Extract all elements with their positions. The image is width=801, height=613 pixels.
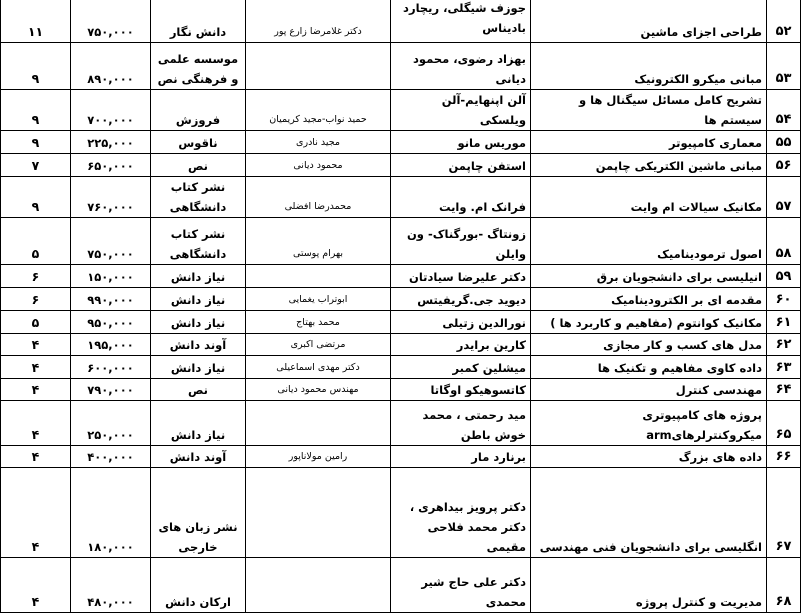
book-publisher: ناقوس <box>151 131 246 154</box>
book-title: مهندسی کنترل <box>531 379 767 401</box>
book-publisher: نیاز دانش <box>151 401 246 446</box>
book-author: میشلین کمبر <box>391 356 531 379</box>
table-row <box>1 379 801 401</box>
row-number: ۵۳ <box>767 43 801 90</box>
row-number: ۵۲ <box>767 0 801 43</box>
book-translator: بهرام پوستی <box>246 218 391 265</box>
book-count: ۹ <box>1 177 71 218</box>
book-price: ۷۵۰,۰۰۰ <box>71 0 151 43</box>
book-count: ۴ <box>1 558 71 613</box>
book-author: دکتر پرویز بیداهری ، دکتر محمد فلاحی مقیمی <box>391 468 531 558</box>
book-title: مکانیک کوانتوم (مفاهیم و کاربرد ها ) <box>531 311 767 334</box>
book-price: ۷۶۰,۰۰۰ <box>71 177 151 218</box>
table-row <box>1 356 801 379</box>
table-row <box>1 218 801 265</box>
book-translator: محمود دیانی <box>246 154 391 177</box>
table-row <box>1 265 801 288</box>
book-title: داده کاوی مفاهیم و تکنیک ها <box>531 356 767 379</box>
book-price: ۱۹۵,۰۰۰ <box>71 334 151 356</box>
book-count: ۹ <box>1 43 71 90</box>
book-price: ۷۵۰,۰۰۰ <box>71 218 151 265</box>
book-publisher: نشر زبان های خارجی <box>151 468 246 558</box>
book-count: ۴ <box>1 468 71 558</box>
book-author: مید رحمتی ، محمد خوش باطن <box>391 401 531 446</box>
book-count: ۴ <box>1 356 71 379</box>
book-count: ۶ <box>1 288 71 311</box>
table-row <box>1 288 801 311</box>
book-author: بهزاد رضوی، محمود دیانی <box>391 43 531 90</box>
book-count: ۹ <box>1 131 71 154</box>
book-price: ۱۸۰,۰۰۰ <box>71 468 151 558</box>
book-count: ۴ <box>1 401 71 446</box>
row-number: ۵۵ <box>767 131 801 154</box>
book-count: ۴ <box>1 334 71 356</box>
book-translator: محمدرضا افضلی <box>246 177 391 218</box>
book-title: داده های بزرگ <box>531 446 767 468</box>
book-price: ۶۰۰,۰۰۰ <box>71 356 151 379</box>
book-publisher: نشر کتاب دانشگاهی <box>151 218 246 265</box>
book-price: ۱۵۰,۰۰۰ <box>71 265 151 288</box>
book-count: ۱۱ <box>1 0 71 43</box>
book-publisher: آوند دانش <box>151 446 246 468</box>
book-publisher: نص <box>151 154 246 177</box>
book-publisher: موسسه علمی و فرهنگی نص <box>151 43 246 90</box>
book-price: ۲۵۰,۰۰۰ <box>71 401 151 446</box>
book-author: استفن چاپمن <box>391 154 531 177</box>
book-translator <box>246 265 391 288</box>
book-title: انگلیسی برای دانشجویان فنی مهندسی <box>531 468 767 558</box>
book-title: مبانی میکرو الکترونیک <box>531 43 767 90</box>
book-translator: دکتر غلامرضا زارع پور <box>246 0 391 43</box>
book-price: ۷۰۰,۰۰۰ <box>71 90 151 131</box>
book-title: مدل های کسب و کار مجازی <box>531 334 767 356</box>
book-author: برنارد مار <box>391 446 531 468</box>
table-row <box>1 154 801 177</box>
book-author: دکتر علی حاج شیر محمدی <box>391 558 531 613</box>
book-author: فرانک ام. وایت <box>391 177 531 218</box>
book-count: ۴ <box>1 446 71 468</box>
row-number: ۶۷ <box>767 468 801 558</box>
book-publisher: ارکان دانش <box>151 558 246 613</box>
book-author: کارین برایدر <box>391 334 531 356</box>
book-title: اصول ترمودینامیک <box>531 218 767 265</box>
row-number: ۶۴ <box>767 379 801 401</box>
book-count: ۴ <box>1 379 71 401</box>
book-author: موریس مانو <box>391 131 531 154</box>
book-price: ۸۹۰,۰۰۰ <box>71 43 151 90</box>
table-row <box>1 334 801 356</box>
row-number: ۶۱ <box>767 311 801 334</box>
book-price: ۹۵۰,۰۰۰ <box>71 311 151 334</box>
book-publisher: فروزش <box>151 90 246 131</box>
table-row <box>1 0 801 43</box>
row-number: ۵۹ <box>767 265 801 288</box>
table-row <box>1 468 801 558</box>
book-price: ۴۰۰,۰۰۰ <box>71 446 151 468</box>
table-row <box>1 131 801 154</box>
table-row <box>1 311 801 334</box>
row-number: ۶۰ <box>767 288 801 311</box>
book-title: مکانیک سیالات ام وایت <box>531 177 767 218</box>
book-title: مدیریت و کنترل پروژه <box>531 558 767 613</box>
book-count: ۷ <box>1 154 71 177</box>
book-title: انیلیسی برای دانشجویان برق <box>531 265 767 288</box>
book-author: دیوید جی.گریفیتس <box>391 288 531 311</box>
book-translator: ابوتراب یغمایی <box>246 288 391 311</box>
book-title: تشریح کامل مسائل سیگنال ها و سیستم ها <box>531 90 767 131</box>
book-translator: حمید نواب-مجید کریمیان <box>246 90 391 131</box>
table-row <box>1 90 801 131</box>
book-count: ۵ <box>1 218 71 265</box>
book-rows <box>1 0 801 613</box>
book-title: طراحی اجزای ماشین <box>531 0 767 43</box>
book-publisher: دانش نگار <box>151 0 246 43</box>
book-author: جوزف شیگلی، ریچارد بادیناس <box>391 0 531 43</box>
row-number: ۵۴ <box>767 90 801 131</box>
book-translator <box>246 558 391 613</box>
row-number: ۶۲ <box>767 334 801 356</box>
book-author: نورالدین زتیلی <box>391 311 531 334</box>
book-price: ۹۹۰,۰۰۰ <box>71 288 151 311</box>
book-title: مبانی ماشین الکتریکی چاپمن <box>531 154 767 177</box>
book-translator: رامین مولاناپور <box>246 446 391 468</box>
book-price: ۶۵۰,۰۰۰ <box>71 154 151 177</box>
book-translator <box>246 43 391 90</box>
row-number: ۶۵ <box>767 401 801 446</box>
row-number: ۵۷ <box>767 177 801 218</box>
book-publisher: نیاز دانش <box>151 288 246 311</box>
book-translator: مرتضی اکبری <box>246 334 391 356</box>
row-number: ۵۶ <box>767 154 801 177</box>
book-count: ۶ <box>1 265 71 288</box>
book-price: ۲۲۵,۰۰۰ <box>71 131 151 154</box>
book-translator: دکتر مهدی اسماعیلی <box>246 356 391 379</box>
book-author: کاتسوهیکو اوگاتا <box>391 379 531 401</box>
book-translator <box>246 401 391 446</box>
book-publisher: نیاز دانش <box>151 356 246 379</box>
book-publisher: نشر کتاب دانشگاهی <box>151 177 246 218</box>
book-publisher: نیاز دانش <box>151 265 246 288</box>
book-translator: مهندس محمود دیانی <box>246 379 391 401</box>
table-row <box>1 446 801 468</box>
book-count: ۹ <box>1 90 71 131</box>
book-title: پروژه های کامپیوتری میکروکنترلرهایarm <box>531 401 767 446</box>
book-translator: محمد بهتاج <box>246 311 391 334</box>
book-translator: مجید نادری <box>246 131 391 154</box>
book-publisher: آوند دانش <box>151 334 246 356</box>
row-number: ۶۳ <box>767 356 801 379</box>
book-author: زونتاگ -بورگناک- ون وایلن <box>391 218 531 265</box>
book-publisher: نیاز دانش <box>151 311 246 334</box>
row-number: ۶۶ <box>767 446 801 468</box>
book-publisher: نص <box>151 379 246 401</box>
row-number: ۵۸ <box>767 218 801 265</box>
book-author: دکتر علیرضا سیادتان <box>391 265 531 288</box>
book-title: معماری کامپیوتر <box>531 131 767 154</box>
book-price: ۴۸۰,۰۰۰ <box>71 558 151 613</box>
table-row <box>1 401 801 446</box>
row-number: ۶۸ <box>767 558 801 613</box>
table-row <box>1 43 801 90</box>
book-count: ۵ <box>1 311 71 334</box>
book-translator <box>246 468 391 558</box>
book-title: مقدمه ای بر الکترودینامیک <box>531 288 767 311</box>
book-author: آلن اپنهایم-آلن ویلسکی <box>391 90 531 131</box>
table-row <box>1 558 801 613</box>
book-price: ۷۹۰,۰۰۰ <box>71 379 151 401</box>
table-row <box>1 177 801 218</box>
